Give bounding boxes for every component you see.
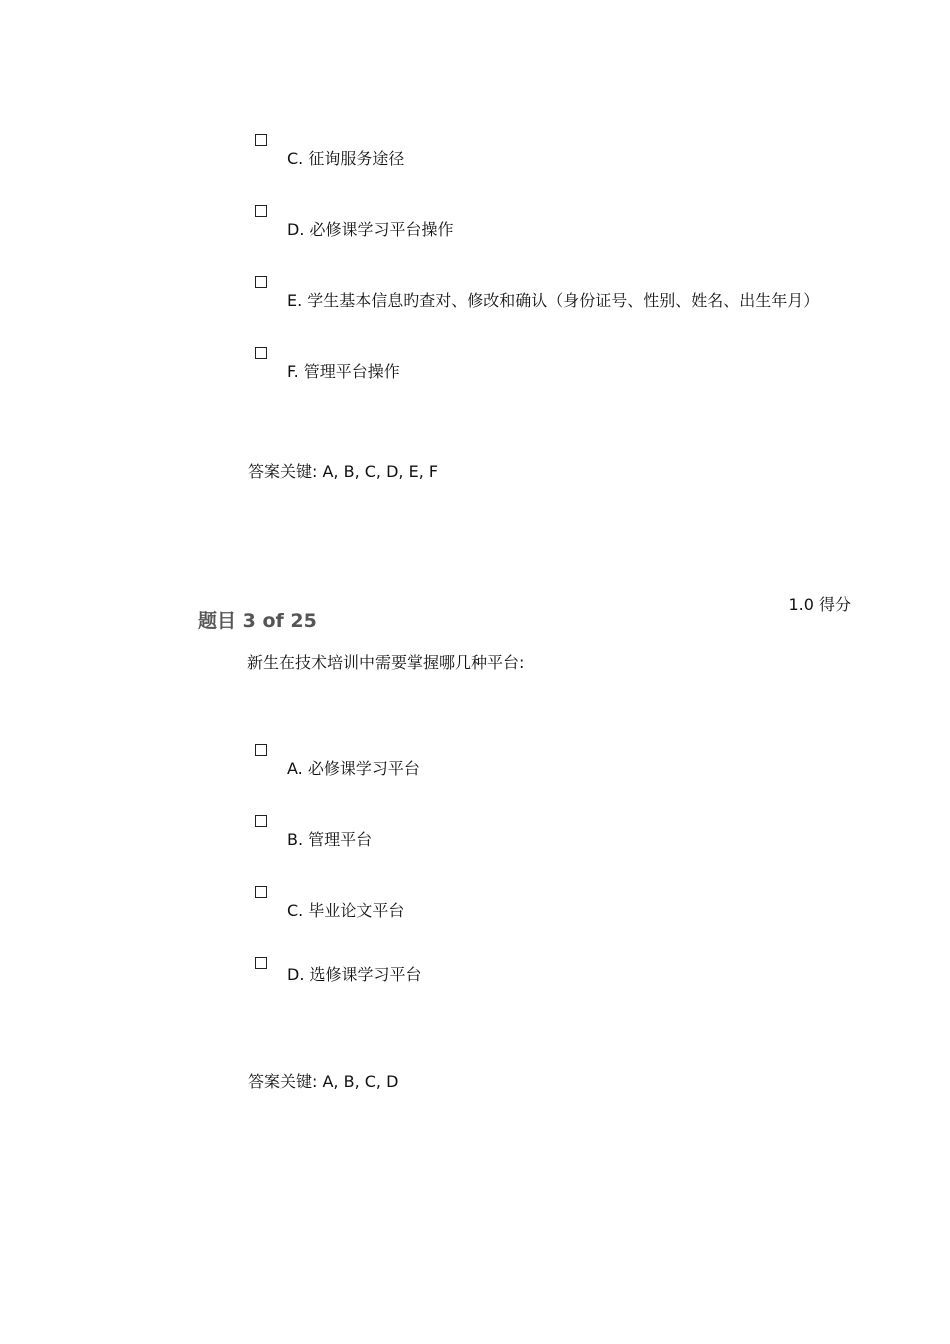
- option-a[interactable]: [255, 744, 895, 784]
- option-d[interactable]: [255, 205, 895, 245]
- option-label: A. 必修课学习平台: [287, 759, 420, 778]
- option-b[interactable]: [255, 815, 895, 855]
- option-label: D. 必修课学习平台操作: [287, 220, 454, 239]
- option-checkbox[interactable]: [255, 276, 267, 288]
- option-label: B. 管理平台: [287, 830, 373, 849]
- option-e[interactable]: [255, 276, 895, 316]
- question-score: 1.0 得分: [788, 595, 851, 614]
- question-prompt: 新生在技术培训中需要掌握哪几种平台:: [247, 653, 525, 672]
- option-label: E. 学生基本信息旳查对、修改和确认（身份证号、性别、姓名、出生年月）: [287, 291, 820, 310]
- answer-key: 答案关键: A, B, C, D: [248, 1072, 399, 1091]
- question-title: 题目 3 of 25: [198, 610, 317, 632]
- option-checkbox[interactable]: [255, 205, 267, 217]
- option-label: C. 毕业论文平台: [287, 901, 405, 920]
- option-c[interactable]: [255, 134, 895, 174]
- option-checkbox[interactable]: [255, 957, 267, 969]
- option-checkbox[interactable]: [255, 134, 267, 146]
- answer-key: 答案关键: A, B, C, D, E, F: [248, 462, 439, 481]
- option-checkbox[interactable]: [255, 347, 267, 359]
- option-label: D. 选修课学习平台: [287, 965, 422, 984]
- option-checkbox[interactable]: [255, 744, 267, 756]
- option-d[interactable]: [255, 957, 895, 997]
- option-label: C. 征询服务途径: [287, 149, 405, 168]
- option-f[interactable]: [255, 347, 895, 387]
- option-c[interactable]: [255, 886, 895, 926]
- option-label: F. 管理平台操作: [287, 362, 400, 381]
- option-checkbox[interactable]: [255, 886, 267, 898]
- option-checkbox[interactable]: [255, 815, 267, 827]
